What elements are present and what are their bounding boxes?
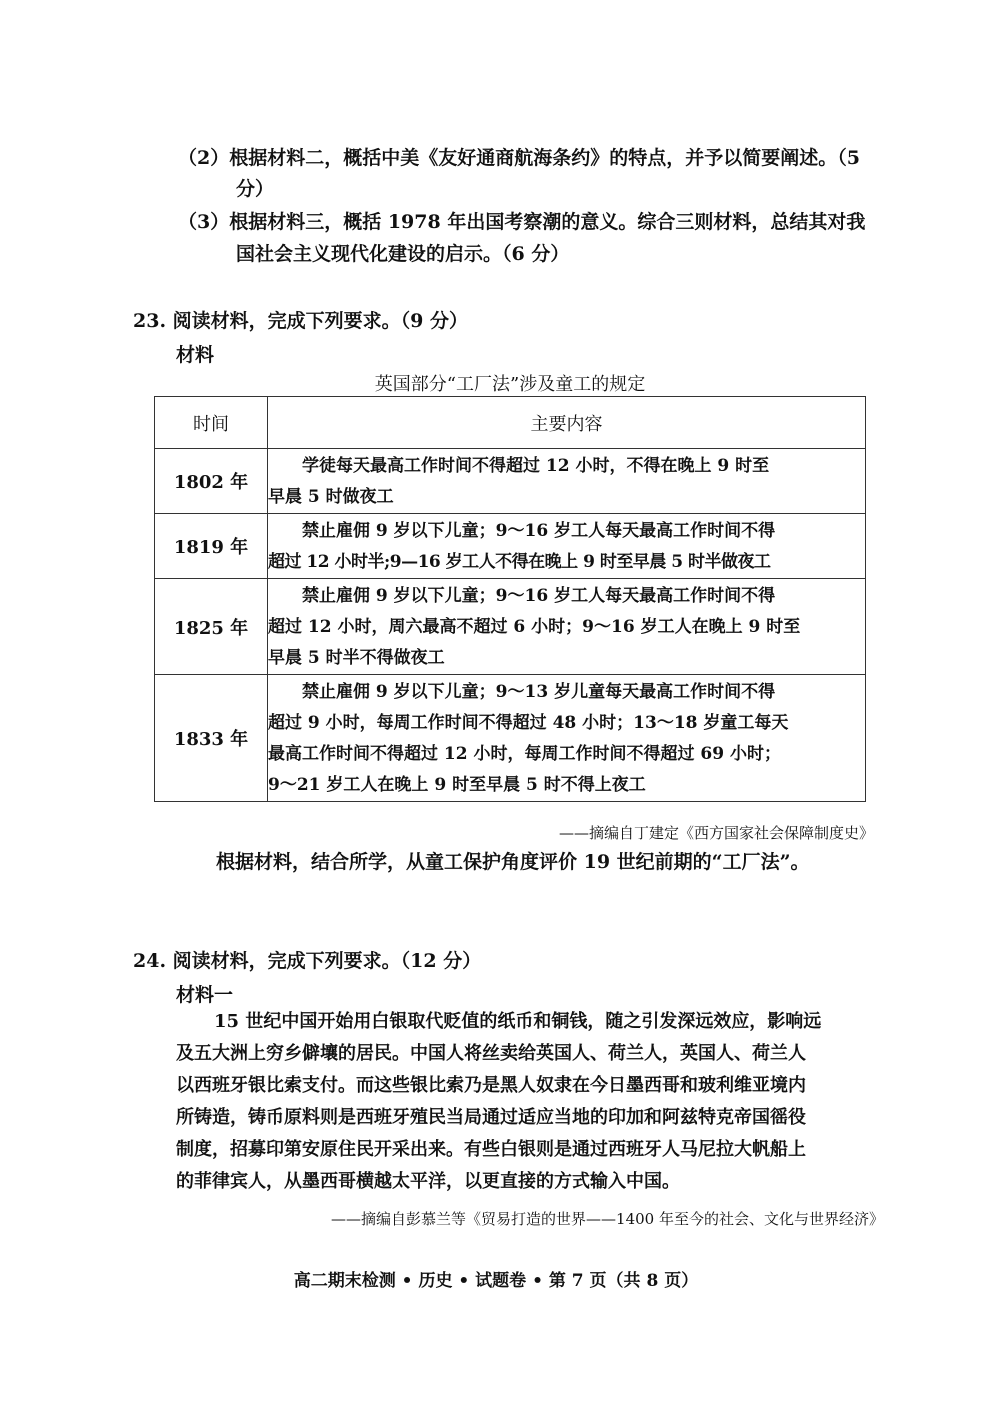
row-content	[268, 449, 866, 514]
q23-source: ——摘编自丁建定《西方国家社会保障制度史》	[558, 824, 874, 842]
q22-item3-line1: （3）根据材料三，概括 1978 年出国考察潮的意义。综合三则材料，总结其对我	[178, 211, 866, 233]
paragraph-line: 以西班牙银比索支付。而这些银比索乃是黑人奴隶在今日墨西哥和玻利维亚境内	[176, 1075, 806, 1096]
table-row	[155, 449, 866, 514]
content-line: 禁止雇佣 9 岁以下儿童；9～16 岁工人每天最高工作时间不得	[302, 521, 776, 541]
content-line: 学徒每天最高工作时间不得超过 12 小时，不得在晚上 9 时至	[302, 456, 770, 476]
q24-source: ——摘编自彭慕兰等《贸易打造的世界——1400 年至今的社会、文化与世界经济》	[331, 1210, 884, 1228]
factory-law-table	[154, 396, 866, 802]
table-row	[155, 579, 866, 675]
q24-heading: 24. 阅读材料，完成下列要求。（12 分）	[133, 950, 482, 972]
content-line: 禁止雇佣 9 岁以下儿童；9～13 岁儿童每天最高工作时间不得	[302, 682, 776, 702]
content-line: 禁止雇佣 9 岁以下儿童；9～16 岁工人每天最高工作时间不得	[302, 586, 776, 606]
content-line: 9～21 岁工人在晚上 9 时至早晨 5 时不得上夜工	[268, 775, 646, 795]
table-row	[155, 514, 866, 579]
q22-item2-line2: 分）	[236, 178, 275, 200]
content-line: 超过 9 小时，每周工作时间不得超过 48 小时；13～18 岁童工每天	[268, 713, 789, 733]
q22-item3-line2: 国社会主义现代化建设的启示。（6 分）	[236, 243, 570, 265]
header-time: 时间	[155, 397, 268, 449]
row-content	[268, 579, 866, 675]
row-year: 1825 年	[155, 579, 268, 675]
header-content: 主要内容	[268, 397, 866, 449]
row-year: 1802 年	[155, 449, 268, 514]
row-content	[268, 514, 866, 579]
q23-question: 根据材料，结合所学，从童工保护角度评价 19 世纪前期的“工厂法”。	[216, 851, 810, 873]
row-year: 1833 年	[155, 675, 268, 802]
table-row	[155, 675, 866, 802]
page-footer: 高二期末检测 • 历史 • 试题卷 • 第 7 页（共 8 页）	[293, 1271, 699, 1291]
content-line: 超过 12 小时，周六最高不超过 6 小时；9～16 岁工人在晚上 9 时至	[268, 617, 801, 637]
table-header-row	[155, 397, 866, 449]
paragraph-line: 及五大洲上穷乡僻壤的居民。中国人将丝卖给英国人、荷兰人，英国人、荷兰人	[176, 1043, 806, 1064]
content-line: 早晨 5 时做夜工	[268, 487, 394, 507]
paragraph-line: 的菲律宾人，从墨西哥横越太平洋，以更直接的方式输入中国。	[176, 1171, 680, 1192]
content-line: 早晨 5 时半不得做夜工	[268, 648, 445, 668]
row-year: 1819 年	[155, 514, 268, 579]
q22-item2-line1: （2）根据材料二，概括中美《友好通商航海条约》的特点，并予以简要阐述。（5	[178, 147, 860, 169]
paragraph-line: 15 世纪中国开始用白银取代贬值的纸币和铜钱，随之引发深远效应，影响远	[214, 1011, 822, 1032]
row-content	[268, 675, 866, 802]
q24-material-text	[176, 1006, 821, 1198]
table-caption: 英国部分“工厂法”涉及童工的规定	[374, 374, 646, 395]
q24-material-label: 材料一	[176, 984, 234, 1006]
content-line: 超过 12 小时半;9—16 岁工人不得在晚上 9 时至早晨 5 时半做夜工	[268, 552, 771, 572]
paragraph-line: 所铸造，铸币原料则是西班牙殖民当局通过适应当地的印加和阿兹特克帝国徭役	[176, 1107, 806, 1128]
paragraph-line: 制度，招募印第安原住民开采出来。有些白银则是通过西班牙人马尼拉大帆船上	[176, 1139, 806, 1160]
q23-material-label: 材料	[176, 344, 215, 366]
q23-heading: 23. 阅读材料，完成下列要求。（9 分）	[133, 310, 469, 332]
content-line: 最高工作时间不得超过 12 小时，每周工作时间不得超过 69 小时；	[268, 744, 781, 764]
